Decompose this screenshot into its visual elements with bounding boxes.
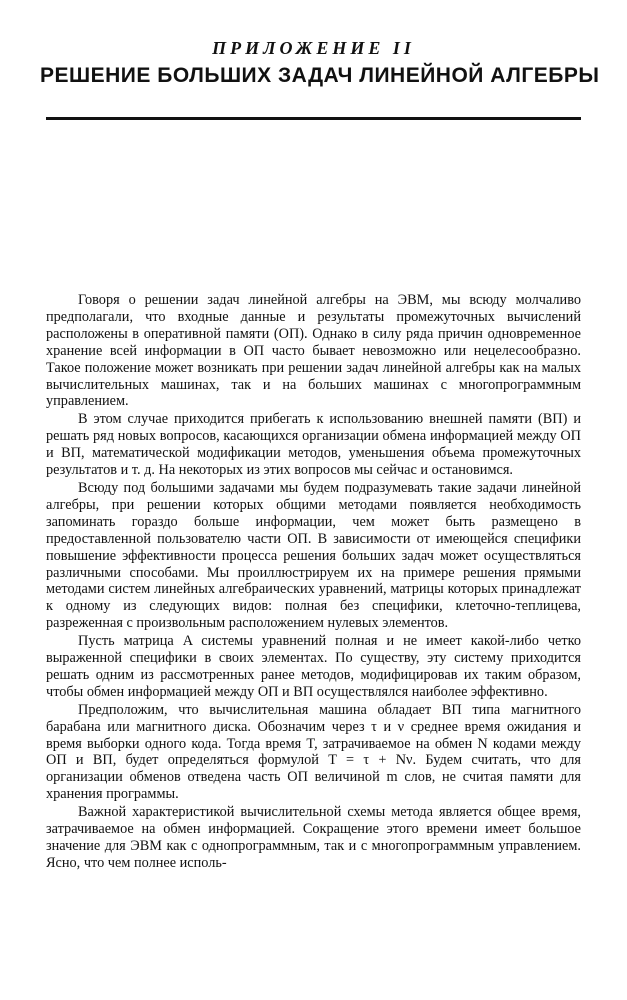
chapter-title: РЕШЕНИЕ БОЛЬШИХ ЗАДАЧ ЛИНЕЙНОЙ АЛГЕБРЫ (40, 64, 600, 87)
paragraph-5: Предположим, что вычислительная машина обладает ВП типа магнитного барабана или магнитного диска. Обозначим через τ и ν среднее время ожидания и время выборки одного кода. Тогда время T, затрачиваемое на обмен N кодами между ОП и ВП, будет определяться формулой T = τ + Nν. Будем считать, что для организации обменов отведена часть ОП величиной m слов, не считая памяти для хранения программы. (46, 701, 581, 803)
paragraph-1: Говоря о решении задач линейной алгебры на ЭВМ, мы всюду молчаливо предполагали, что входные данные и результаты промежуточных вычислений расположены в оперативной памяти (ОП). Однако в силу ряда причин одновременное хранение всей информации в ОП часто бывает невозможно или нецелесообразно. Такое положение может возникать при решении задач линейной алгебры как на малых вычислительных машинах, так и на больших машинах с многопрограммным управлением. (46, 292, 581, 410)
paragraph-3: Всюду под большими задачами мы будем подразумевать такие задачи линейной алгебры, при решении которых общими методами появляется необходимость запоминать гораздо больше информации, чем может быть размещено в предоставленной пользователю части ОП. В зависимости от имеющейся специфики повышение эффективности процесса решения больших задач может осуществляться различными способами. Мы проиллюстрируем их на примере решения прямыми методами систем линейных алгебраических уравнений, матрицы которых принадлежат к одному из следующих видов: полная без специфики, клеточно-теплицева, разреженная с произвольным расположением нулевых элементов. (46, 479, 581, 632)
paragraph-4: Пусть матрица A системы уравнений полная и не имеет какой-либо четко выраженной специфики в своих элементах. По существу, эту систему приходится решать одним из рассмотренных ранее методов, модифицировав их таким образом, чтобы обмен информацией между ОП и ВП осуществлялся наиболее эффективно. (46, 633, 581, 700)
body-text (46, 292, 581, 872)
appendix-label: ПРИЛОЖЕНИЕ II (212, 38, 415, 58)
paragraph-6: Важной характеристикой вычислительной схемы метода является общее время, затрачиваемое на обмен информацией. Сокращение этого времени имеет большое значение для ЭВМ как с однопрограммным, так и с многопрограммным управлением. Ясно, что чем полнее исполь- (46, 804, 581, 871)
title-divider (46, 117, 581, 120)
paragraph-2: В этом случае приходится прибегать к использованию внешней памяти (ВП) и решать ряд новых вопросов, касающихся организации обмена информацией между ОП и ВП, математической модификации методов, уменьшения объема промежуточных результатов и т. д. На некоторых из этих вопросов мы сейчас и остановимся. (46, 411, 581, 479)
